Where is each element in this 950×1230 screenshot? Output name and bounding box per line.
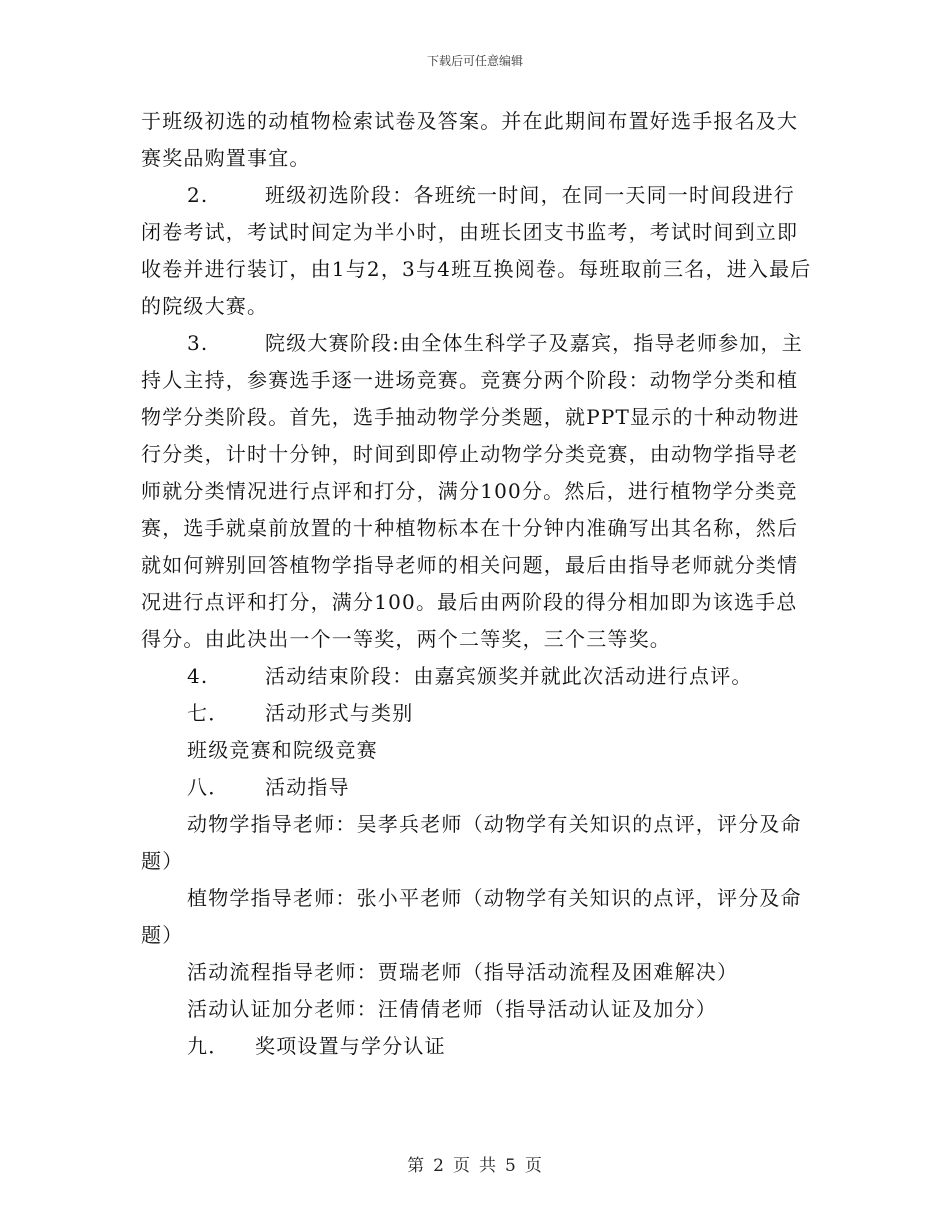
footer-page-number: 2 [433, 1156, 445, 1176]
footer-total-prefix: 共 [479, 1156, 497, 1176]
paragraph-text: 活动结束阶段：由嘉宾颁奖并就此次活动进行点评。 [265, 664, 753, 688]
teacher-zoology: 动物学指导老师：吴孝兵老师（动物学有关知识的点评，评分及命题） [141, 812, 802, 873]
paragraph-text: 班级初选阶段：各班统一时间，在同一天同一时间段进行闭卷考试，考试时间定为半小时，由班长团支书监考，考试时间到立即收卷并进行装订，由1与2，3与4班互换阅卷。每班取前三名，进入最后的院级大赛。 [141, 183, 812, 318]
section-heading-8 [141, 769, 813, 806]
paragraph-text: 院级大赛阶段:由全体生科学子及嘉宾，指导老师参加，主持人主持，参赛选手逐一进场竞赛。竞赛分两个阶段：动物学分类和植物学分类阶段。首先，选手抽动物学分类题，就PPT显示的十种动物进行分类，计时十分钟，时间到即停止动物学分类竞赛，由动物学指导老师就分类情况进行点评和打分，满分100分。然后，进行植物学分类竞赛，选手就桌前放置的十种植物标本在十分钟内准确写出其名称，然后就如何辨别回答植物学指导老师的相关问题，最后由指导老师就分类情况进行点评和打分，满分100。最后由两阶段的得分相加即为该选手总得分。由此决出一个一等奖，两个二等奖，三个三等奖。 [141, 331, 803, 651]
list-number: 4. [187, 664, 209, 688]
paragraph-college-final [141, 325, 813, 658]
page-header [0, 53, 950, 69]
teacher-credit: 活动认证加分老师：汪倩倩老师（指导活动认证及加分） [187, 997, 717, 1021]
footer-page-unit: 页 [453, 1156, 471, 1176]
section-title: 活动形式与类别 [265, 701, 414, 725]
footer-total-pages: 5 [505, 1156, 517, 1176]
footer-prefix: 第 [407, 1156, 426, 1176]
header-text: 下载后可任意编辑 [426, 54, 523, 68]
section-number: 八． [187, 775, 230, 799]
page-footer [0, 1155, 950, 1177]
section-heading-7 [141, 695, 813, 732]
section-number: 七． [187, 701, 230, 725]
teacher-botany: 植物学指导老师：张小平老师（动物学有关知识的点评，评分及命题） [141, 886, 802, 947]
teacher-process: 活动流程指导老师：贾瑞老师（指导活动流程及困难解决） [187, 960, 739, 984]
paragraph-closing-stage [141, 658, 813, 695]
section-title: 活动指导 [265, 775, 350, 799]
section-7-body: 班级竞赛和院级竞赛 [187, 738, 378, 762]
section-number: 九． [187, 1034, 230, 1058]
paragraph-class-preliminary [141, 177, 813, 325]
list-number: 2. [187, 183, 209, 207]
document-body [141, 103, 813, 1065]
section-title: 奖项设置与学分认证 [255, 1034, 446, 1058]
footer-total-unit: 页 [524, 1156, 543, 1176]
paragraph-prep-continued: 于班级初选的动植物检索试卷及答案。并在此期间布置好选手报名及大赛奖品购置事宜。 [141, 109, 799, 170]
list-number: 3. [187, 331, 209, 355]
section-heading-9 [141, 1028, 813, 1065]
